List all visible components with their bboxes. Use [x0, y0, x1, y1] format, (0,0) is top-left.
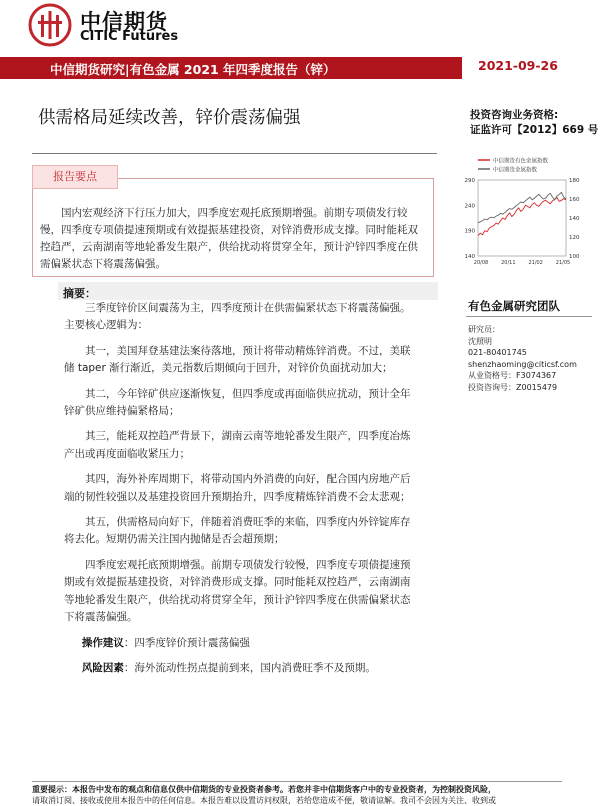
- operation-text: ：四季度锌价预计震荡偏强: [123, 636, 250, 649]
- plot-frame: [478, 180, 566, 256]
- abstract-paragraph: 其四，海外补库周期下，将带动国内外消费的向好，配合国内房地产后端的韧性较强以及基建投资回升预期抬升，四季度精炼锌消费不会太悲观；: [64, 473, 411, 503]
- brand-name-en: CITIC Futures: [80, 29, 179, 44]
- footer-disclaimer-1: 重要提示：本报告中发布的观点和信息仅供中信期货的专业投资者参考。若您并非中信期货客户中的专业投资者，为控制投资风险，: [32, 785, 496, 794]
- risk-factors: [64, 660, 419, 677]
- team-name: 有色金属研究团队: [468, 299, 560, 313]
- y-right-tick-label: 120: [569, 235, 580, 241]
- x-tick-label: 20/11: [501, 260, 516, 266]
- abstract-band: [58, 282, 438, 300]
- citic-logo: [28, 3, 72, 47]
- operation-advice: [64, 635, 419, 652]
- report-date: 2021-09-26: [478, 58, 558, 73]
- x-tick-label: 21/05: [555, 260, 571, 266]
- abstract-label: 摘要：: [63, 287, 96, 300]
- brand-name-cn: 中信期货: [80, 10, 168, 34]
- operation-label: 操作建议: [81, 636, 124, 649]
- y-right-tick-label: 100: [569, 254, 580, 260]
- y-left-tick-label: 190: [464, 228, 475, 235]
- risk-label: 风险因素: [81, 661, 124, 674]
- y-right-tick-label: 180: [569, 178, 580, 184]
- risk-text: ：海外流动性拐点提前到来，国内消费旺季不及预期。: [123, 661, 376, 674]
- summary-tag: 报告要点: [32, 165, 118, 189]
- contact-email: shenzhaoming@citicsf.com: [468, 359, 577, 369]
- y-left-tick-label: 140: [464, 254, 475, 260]
- report-banner-text: 中信期货研究|有色金属 2021 年四季度报告（锌）: [50, 62, 336, 77]
- index-chart: [458, 150, 588, 275]
- summary-text: 国内宏观经济下行压力加大，四季度宏观托底预期增强。前期专项债发行较慢，四季度专项债提速预期或有效提振基建投资，对锌消费形成支撑。同时能耗双控趋严，云南湖南等地轮番发生限产，供给扰动将贯穿全年，预计沪锌四季度在供需偏紧状态下将震荡偏强。: [40, 207, 418, 270]
- footer-disclaimer-2: 请取消订阅、接收或使用本报告中的任何信息。本报告难以设置访问权限，若给您造成不便，敬请谅解。我司不会因为关注、收到或: [32, 796, 496, 805]
- contact-line: 研究员：: [468, 325, 500, 334]
- abstract-paragraph: 其一，美国拜登基建法案待落地，预计将带动精炼锌消费。不过，美联储 taper 渐行渐近，美元指数后期倾向于回升，对锌价负面扰动加大；: [64, 344, 411, 375]
- y-right-tick-label: 160: [569, 197, 580, 203]
- series-line-1: [478, 198, 566, 236]
- y-right-tick-label: 140: [569, 216, 580, 222]
- contact-line: 沈照明: [468, 336, 492, 346]
- abstract-paragraph: 其二，今年锌矿供应逐渐恢复，但四季度或再面临供应扰动，预计全年锌矿供应维持偏紧格局；: [64, 387, 411, 418]
- x-tick-label: 21/02: [528, 260, 543, 266]
- abstract-paragraph: 其五，供需格局向好下，伴随着消费旺季的来临，四季度内外锌锭库存将去化。短期仍需关注国内抛储是否会超预期；: [64, 516, 411, 546]
- contact-line: 从业资格号：F3074367: [468, 371, 557, 380]
- credential-line-2: 证监许可【2012】669 号: [470, 124, 599, 136]
- series-line-2: [478, 192, 566, 222]
- x-tick-label: 20/08: [473, 260, 489, 266]
- team-divider: [466, 316, 592, 317]
- abstract-paragraph: 四季度宏观托底预期增强。前期专项债发行较慢，四季度专项债提速预期或有效提振基建投资，对锌消费形成支撑。同时能耗双控趋严，云南湖南等地轮番发生限产，供给扰动将贯穿全年，预计沪锌四季度在供需偏紧状态下将震荡偏强。: [64, 558, 411, 624]
- team-contact: [468, 324, 577, 393]
- abstract-paragraph: 三季度锌价区间震荡为主，四季度预计在供需偏紧状态下将震荡偏强。主要核心逻辑为：: [64, 302, 411, 332]
- legend-label-series-1: 中信期货有色金属指数: [493, 158, 549, 165]
- legend-label-series-2: 中信期货金属指数: [493, 167, 538, 174]
- abstract-paragraph: 其三，能耗双控趋严背景下，湖南云南等地轮番发生限产，四季度冶炼产出或再度面临收紧压力；: [64, 430, 411, 460]
- contact-line: 投资咨询号：Z0015479: [468, 382, 558, 392]
- y-left-tick-label: 290: [464, 178, 475, 184]
- credential-line-1: 投资咨询业务资格:: [470, 109, 559, 121]
- title-divider: [32, 153, 437, 154]
- footer-divider: [32, 781, 562, 782]
- y-left-tick-label: 240: [464, 203, 475, 210]
- contact-line: 021-80401745: [468, 348, 527, 357]
- abstract-body: [64, 300, 419, 685]
- page-title: 供需格局延续改善，锌价震荡偏强: [38, 108, 301, 128]
